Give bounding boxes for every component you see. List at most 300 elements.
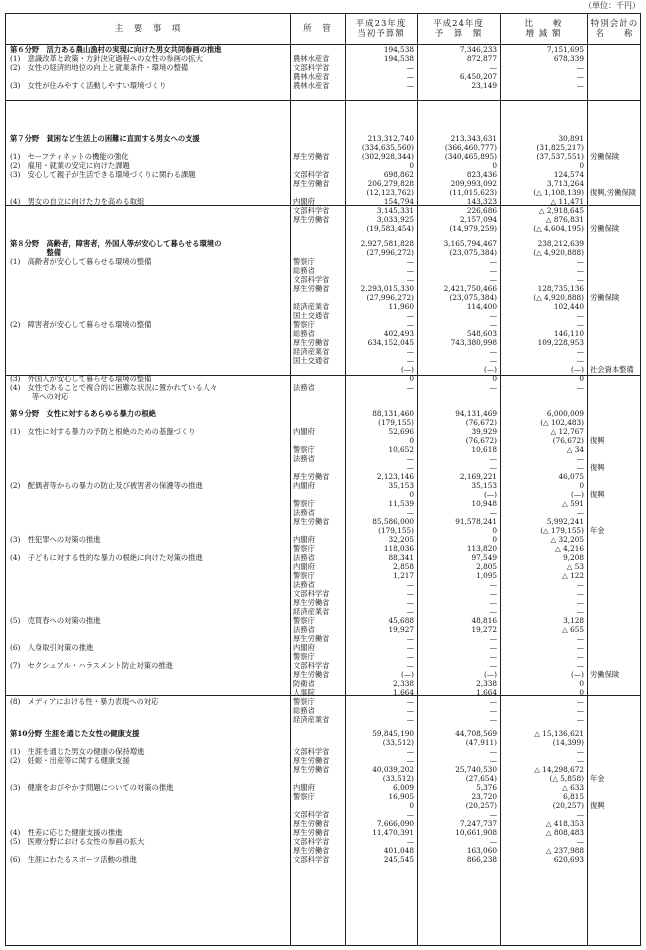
fy24-amount: 23,720	[471, 792, 497, 801]
fy24-amount: (27,654)	[465, 774, 497, 783]
fy24-amount: (11,015,623)	[449, 188, 497, 197]
row-ministry: 農林水産省	[293, 81, 330, 90]
fy23-amount: (33,512)	[382, 738, 414, 747]
fy24-amount: 872,877	[466, 54, 497, 63]
row-ministry: 経済産業省	[293, 347, 330, 356]
fy24-amount: —	[489, 810, 497, 819]
fy24-amount: 10,618	[471, 445, 497, 454]
fy24-amount: 823,436	[466, 170, 497, 179]
row-label: (2) 女性の経済的地位の向上と就業条件・環境の整備	[10, 63, 189, 72]
diff-amount: (△ 179,155)	[540, 526, 584, 535]
fy23-amount: 0	[409, 801, 414, 810]
fy23-amount: 11,960	[388, 302, 414, 311]
fy24-amount: (47,911)	[465, 738, 497, 747]
fy24-amount: —	[489, 320, 497, 329]
column-divider	[587, 14, 588, 945]
diff-amount: △ 808,483	[545, 828, 584, 837]
fy24-amount: 2,157,094	[459, 215, 497, 224]
fy24-amount: —	[489, 697, 497, 706]
diff-amount: 102,440	[553, 302, 584, 311]
fy24-amount: 226,686	[466, 206, 497, 215]
fy23-amount: (179,155)	[378, 418, 414, 427]
fy24-amount: —	[489, 589, 497, 598]
fy23-amount: 11,470,391	[372, 828, 414, 837]
fy24-amount: 97,549	[471, 553, 497, 562]
special-account: 労働保険	[590, 152, 620, 161]
fy23-amount: —	[406, 580, 414, 589]
header-diff	[500, 14, 587, 44]
diff-amount: △ 15,136,621	[534, 729, 584, 738]
fy24-amount: (23,075,384)	[449, 293, 497, 302]
header-fy24	[417, 14, 500, 44]
row-ministry: 国土交通省	[293, 356, 330, 365]
row-label: 第８分野 高齢者，障害者，外国人等が安心して暮らせる環境の	[10, 239, 222, 248]
fy24-amount: —	[489, 747, 497, 756]
diff-amount: △ 2,918,645	[538, 206, 584, 215]
fy24-amount: —	[489, 598, 497, 607]
row-ministry: 厚生労働省	[293, 517, 330, 526]
header-fy23-line2: 当初予算額	[357, 29, 405, 39]
row-ministry: 経済産業省	[293, 607, 330, 616]
row-label: (3) 性犯罪への対策の推進	[10, 535, 101, 544]
special-account: 年金	[590, 526, 605, 535]
fy24-amount: —	[489, 275, 497, 284]
fy24-amount: 1,664	[476, 688, 497, 697]
header-fy23	[345, 14, 417, 44]
fy24-amount: 35,153	[471, 481, 497, 490]
fy23-amount: 154,794	[383, 197, 414, 206]
row-ministry: 厚生労働省	[293, 846, 330, 855]
fy23-amount: 6,009	[393, 783, 414, 792]
diff-amount: —	[576, 756, 584, 765]
fy23-amount: 0	[409, 490, 414, 499]
row-ministry: 文部科学省	[293, 661, 330, 670]
fy24-amount: —	[489, 266, 497, 275]
fy23-amount: 40,039,202	[372, 765, 414, 774]
row-ministry: 厚生労働省	[293, 598, 330, 607]
row-ministry: 厚生労働省	[293, 338, 330, 347]
row-ministry: 経済産業省	[293, 302, 330, 311]
fy24-amount: —	[489, 347, 497, 356]
fy23-amount: —	[406, 257, 414, 266]
fy23-amount: 59,845,190	[372, 729, 414, 738]
diff-amount: (14,399)	[552, 738, 584, 747]
fy24-amount: —	[489, 661, 497, 670]
fy23-amount: —	[406, 634, 414, 643]
diff-amount: 5,992,241	[546, 517, 584, 526]
diff-amount: —	[576, 837, 584, 846]
fy24-amount: 91,578,241	[455, 517, 497, 526]
diff-amount: 6,000,009	[546, 409, 584, 418]
fy24-amount: 3,165,794,467	[443, 239, 497, 248]
fy23-amount: (27,996,272)	[366, 248, 414, 257]
diff-amount: —	[576, 356, 584, 365]
diff-amount: 678,339	[553, 54, 584, 63]
row-label: (2) 妊娠・出産等に関する健康支援	[10, 756, 130, 765]
diff-amount: (—)	[571, 365, 584, 374]
fy23-amount: —	[406, 589, 414, 598]
row-label: (4) 男女の自立に向けた力を高める取組	[10, 197, 145, 206]
row-ministry: 法務省	[293, 383, 315, 392]
fy24-amount: 23,149	[471, 81, 497, 90]
fy23-amount: —	[406, 454, 414, 463]
diff-amount: △ 122	[562, 571, 584, 580]
fy23-amount: 7,666,090	[376, 819, 414, 828]
fy23-amount: 0	[409, 374, 414, 383]
special-account: 労働保険	[590, 293, 620, 302]
diff-amount: 146,110	[553, 329, 584, 338]
special-account: 労働保険	[590, 224, 620, 233]
diff-amount: 0	[579, 374, 584, 383]
diff-amount: (31,825,217)	[536, 143, 584, 152]
fy23-amount: (19,583,454)	[366, 224, 414, 233]
diff-amount: 0	[579, 161, 584, 170]
row-label: 第10分野 生涯を通じた女性の健康支援	[10, 729, 140, 738]
fy24-amount: 10,948	[471, 499, 497, 508]
diff-amount: (37,537,551)	[536, 152, 584, 161]
fy23-amount: (—)	[401, 670, 414, 679]
fy24-amount: 7,247,737	[459, 819, 497, 828]
row-label: 整備	[10, 248, 62, 257]
fy23-amount: —	[406, 837, 414, 846]
fy24-amount: 866,238	[466, 855, 497, 864]
row-ministry: 経済産業省	[293, 715, 330, 724]
row-ministry: 警察庁	[293, 616, 315, 625]
diff-amount: (△ 5,858)	[549, 774, 584, 783]
fy23-amount: —	[406, 598, 414, 607]
fy24-amount: —	[489, 706, 497, 715]
fy24-amount: 48,816	[471, 616, 497, 625]
fy23-amount: 698,862	[383, 170, 414, 179]
row-label: (2) 雇用・就業の安定に向けた課題	[10, 161, 130, 170]
fy24-amount: 2,805	[476, 562, 497, 571]
diff-amount: (△ 1,108,139)	[533, 188, 584, 197]
row-ministry: 法務省	[293, 553, 315, 562]
row-ministry: 内閣府	[293, 643, 315, 652]
diff-amount: —	[576, 320, 584, 329]
diff-amount: —	[576, 383, 584, 392]
row-ministry: 法務省	[293, 580, 315, 589]
row-label: (2) 障害者が安心して暮らせる環境の整備	[10, 320, 152, 329]
row-ministry: 厚生労働省	[293, 670, 330, 679]
fy24-amount: —	[489, 311, 497, 320]
fy23-amount: 2,338	[393, 679, 414, 688]
row-ministry: 厚生労働省	[293, 472, 330, 481]
diff-amount: 7,151,695	[546, 45, 584, 54]
fy24-amount: 94,131,469	[455, 409, 497, 418]
diff-amount: —	[576, 257, 584, 266]
row-ministry: 厚生労働省	[293, 152, 330, 161]
special-account: 復興,労働保険	[590, 188, 637, 197]
fy24-amount: 213,343,631	[450, 134, 497, 143]
header-special-line1: 特別会計の	[590, 18, 639, 29]
diff-amount: —	[576, 311, 584, 320]
diff-amount: —	[576, 508, 584, 517]
header-fy24-line1: 平成24年度	[433, 18, 484, 29]
diff-amount: —	[576, 810, 584, 819]
fy24-amount: 10,661,908	[455, 828, 497, 837]
row-label: 第６分野 活力ある農山漁村の実現に向けた男女共同参画の推進	[10, 45, 222, 54]
diff-amount: 9,208	[563, 553, 584, 562]
special-account: 復興	[590, 490, 605, 499]
fy24-amount: 44,708,569	[455, 729, 497, 738]
diff-amount: △ 633	[562, 783, 584, 792]
column-divider	[290, 14, 291, 945]
diff-amount: (△ 4,604,195)	[533, 224, 584, 233]
diff-amount: 3,713,264	[546, 179, 584, 188]
header-ministry-label: 所 管	[303, 23, 332, 34]
row-label: (7) セクシュアル・ハラスメント防止対策の推進	[10, 661, 173, 670]
unit-note: （単位：千円）	[584, 1, 640, 10]
special-account: 復興	[590, 436, 605, 445]
fy23-amount: 1,217	[393, 571, 414, 580]
row-label: (5) 売買春への対策の推進	[10, 616, 101, 625]
diff-amount: △ 591	[562, 499, 584, 508]
row-label: (3) 女性が住みやすく活動しやすい環境づくり	[10, 81, 167, 90]
diff-amount: 109,228,953	[537, 338, 584, 347]
fy24-amount: —	[489, 634, 497, 643]
row-ministry: 厚生労働省	[293, 284, 330, 293]
fy23-amount: —	[406, 356, 414, 365]
fy24-amount: —	[489, 715, 497, 724]
fy24-amount: (76,672)	[465, 418, 497, 427]
diff-amount: (△ 4,920,888)	[533, 248, 584, 257]
row-ministry: 内閣府	[293, 562, 315, 571]
fy23-amount: 402,493	[383, 329, 414, 338]
row-ministry: 内閣府	[293, 535, 315, 544]
diff-amount: —	[576, 81, 584, 90]
fy23-amount: 52,696	[388, 427, 414, 436]
diff-amount: △ 876,831	[545, 215, 584, 224]
fy24-amount: (—)	[484, 670, 497, 679]
row-label: (3) 健康をおびやかす問題についての対策の推進	[10, 783, 174, 792]
fy23-amount: —	[406, 383, 414, 392]
header-ministry	[290, 14, 345, 44]
row-label: (8) メディアにおける性・暴力表現への対応	[10, 697, 159, 706]
row-ministry: 厚生労働省	[293, 765, 330, 774]
fy23-amount: —	[406, 661, 414, 670]
fy23-amount: 194,538	[383, 45, 414, 54]
fy24-amount: (76,672)	[465, 436, 497, 445]
diff-amount: (—)	[571, 490, 584, 499]
diff-amount: —	[576, 697, 584, 706]
row-ministry: 内閣府	[293, 197, 315, 206]
diff-amount: (76,672)	[552, 436, 584, 445]
fy23-amount: —	[406, 810, 414, 819]
fy24-amount: —	[489, 257, 497, 266]
row-ministry: 厚生労働省	[293, 634, 330, 643]
row-label: (6) 生涯にわたるスポーツ活動の推進	[10, 855, 137, 864]
header-fy23-line1: 平成23年度	[355, 18, 407, 29]
fy23-amount: —	[406, 266, 414, 275]
diff-amount: (20,257)	[552, 801, 584, 810]
fy24-amount: (23,075,384)	[449, 248, 497, 257]
fy24-amount: —	[489, 63, 497, 72]
fy24-amount: 0	[492, 526, 497, 535]
diff-amount: 6,815	[563, 792, 584, 801]
diff-amount: —	[576, 634, 584, 643]
fy24-amount: (—)	[484, 365, 497, 374]
fy23-amount: —	[406, 311, 414, 320]
fy23-amount: 2,858	[393, 562, 414, 571]
diff-amount: —	[576, 580, 584, 589]
row-ministry: 内閣府	[293, 481, 315, 490]
fy24-amount: —	[489, 454, 497, 463]
row-label: (1) 生涯を通じた男女の健康の保持増進	[10, 747, 145, 756]
diff-amount: 0	[579, 688, 584, 697]
diff-amount: 46,075	[558, 472, 584, 481]
fy24-amount: 163,060	[466, 846, 497, 855]
row-ministry: 警察庁	[293, 792, 315, 801]
row-ministry: 警察庁	[293, 257, 315, 266]
fy24-amount: 143,323	[466, 197, 497, 206]
header-item-label: 主 要 事 項	[114, 23, 182, 34]
row-ministry: 法務省	[293, 625, 315, 634]
diff-amount: —	[576, 463, 584, 472]
row-ministry: 文部科学省	[293, 855, 330, 864]
fy23-amount: —	[406, 72, 414, 81]
fy23-amount: —	[406, 715, 414, 724]
row-ministry: 人事院	[293, 688, 315, 697]
budget-table	[5, 13, 641, 946]
header-special-line2: 名 称	[595, 29, 634, 39]
row-ministry: 警察庁	[293, 544, 315, 553]
fy23-amount: (302,928,344)	[361, 152, 414, 161]
fy24-amount: —	[489, 652, 497, 661]
row-ministry: 法務省	[293, 508, 315, 517]
fy23-amount: 10,652	[388, 445, 414, 454]
diff-amount: 238,212,639	[537, 239, 584, 248]
diff-amount: —	[576, 589, 584, 598]
fy23-amount: (334,635,560)	[361, 143, 414, 152]
fy23-amount: 634,152,045	[367, 338, 414, 347]
row-ministry: 警察庁	[293, 697, 315, 706]
fy24-amount: 0	[492, 535, 497, 544]
diff-amount: —	[576, 607, 584, 616]
fy23-amount: —	[406, 697, 414, 706]
fy23-amount: —	[406, 275, 414, 284]
row-label: (3) 安心して親子が生活できる環境づくりに関わる課題	[10, 170, 196, 179]
fy23-amount: —	[406, 652, 414, 661]
fy23-amount: —	[406, 643, 414, 652]
fy23-amount: 11,539	[388, 499, 414, 508]
row-ministry: 警察庁	[293, 652, 315, 661]
diff-amount: △ 11,471	[550, 197, 584, 206]
fy23-amount: 16,905	[388, 792, 414, 801]
fy24-amount: —	[489, 383, 497, 392]
fy24-amount: —	[489, 643, 497, 652]
row-ministry: 農林水産省	[293, 54, 330, 63]
row-ministry: 警察庁	[293, 320, 315, 329]
diff-amount: —	[576, 661, 584, 670]
fy23-amount: 3,033,925	[376, 215, 414, 224]
row-ministry: 内閣府	[293, 427, 315, 436]
row-ministry: 厚生労働省	[293, 215, 330, 224]
row-ministry: 総務省	[293, 706, 315, 715]
fy23-amount: 19,927	[388, 625, 414, 634]
diff-amount: 0	[579, 679, 584, 688]
diff-amount: △ 4,216	[555, 544, 584, 553]
fy23-amount: (33,512)	[382, 774, 414, 783]
diff-amount: (△ 4,920,888)	[533, 293, 584, 302]
diff-amount: △ 53	[566, 562, 584, 571]
diff-amount: —	[576, 747, 584, 756]
fy24-amount: 114,400	[466, 302, 497, 311]
fy24-amount: (366,460,777)	[444, 143, 497, 152]
fy23-amount: —	[406, 81, 414, 90]
row-label: (2) 配偶者等からの暴力の防止及び被害者の保護等の推進	[10, 481, 203, 490]
fy23-amount: 213,312,740	[367, 134, 414, 143]
diff-amount: —	[576, 63, 584, 72]
row-label: (1) 高齢者が安心して暮らせる環境の整備	[10, 257, 152, 266]
fy23-amount: 35,153	[388, 481, 414, 490]
fy24-amount: —	[489, 607, 497, 616]
row-ministry: 文部科学省	[293, 206, 330, 215]
fy23-amount: —	[406, 756, 414, 765]
row-ministry: 総務省	[293, 329, 315, 338]
fy23-amount: —	[406, 607, 414, 616]
diff-amount: —	[576, 266, 584, 275]
diff-amount: —	[576, 643, 584, 652]
fy24-amount: 548,603	[466, 329, 497, 338]
fy24-amount: (—)	[484, 490, 497, 499]
fy23-amount: 45,688	[388, 616, 414, 625]
diff-amount: —	[576, 652, 584, 661]
row-ministry: 農林水産省	[293, 72, 330, 81]
diff-amount: 620,693	[553, 855, 584, 864]
fy23-amount: (27,996,272)	[366, 293, 414, 302]
special-account: 復興	[590, 463, 605, 472]
diff-amount: —	[576, 275, 584, 284]
row-ministry: 文部科学省	[293, 63, 330, 72]
fy24-amount: —	[489, 580, 497, 589]
row-label: (4) 女性であることで複合的に困難な状況に置かれている人々	[10, 383, 218, 392]
diff-amount: △ 237,988	[545, 846, 584, 855]
fy23-amount: 2,927,581,828	[360, 239, 414, 248]
row-label: 第７分野 貧困など生活上の困難に直面する男女への支援	[10, 134, 200, 143]
row-ministry: 文部科学省	[293, 747, 330, 756]
fy23-amount: 0	[409, 161, 414, 170]
fy23-amount: 88,341	[388, 553, 414, 562]
fy24-amount: 209,993,092	[450, 179, 497, 188]
diff-amount: △ 32,205	[550, 535, 584, 544]
fy23-amount: 194,538	[383, 54, 414, 63]
special-account: 社会資本整備	[590, 365, 634, 374]
fy23-amount: —	[406, 508, 414, 517]
special-account: 年金	[590, 774, 605, 783]
row-ministry: 文部科学省	[293, 589, 330, 598]
fy23-amount: (12,123,762)	[366, 188, 414, 197]
row-ministry: 警察庁	[293, 499, 315, 508]
fy23-amount: 3,145,331	[376, 206, 414, 215]
row-label: 第９分野 女性に対するあらゆる暴力の根絶	[10, 409, 156, 418]
fy23-amount: 245,545	[383, 855, 414, 864]
fy23-amount: —	[406, 320, 414, 329]
fy24-amount: —	[489, 837, 497, 846]
diff-amount: 128,735,136	[537, 284, 584, 293]
fy23-amount: 1,664	[393, 688, 414, 697]
fy24-amount: —	[489, 463, 497, 472]
fy23-amount: 206,279,828	[367, 179, 414, 188]
fy24-amount: 39,929	[471, 427, 497, 436]
diff-amount: △ 34	[566, 445, 584, 454]
header-diff-line1: 比 較	[524, 18, 563, 29]
header-item	[6, 14, 290, 44]
fy23-amount: 401,048	[383, 846, 414, 855]
diff-amount: △ 12,767	[550, 427, 584, 436]
diff-amount: —	[576, 454, 584, 463]
fy24-amount: 113,820	[466, 544, 497, 553]
